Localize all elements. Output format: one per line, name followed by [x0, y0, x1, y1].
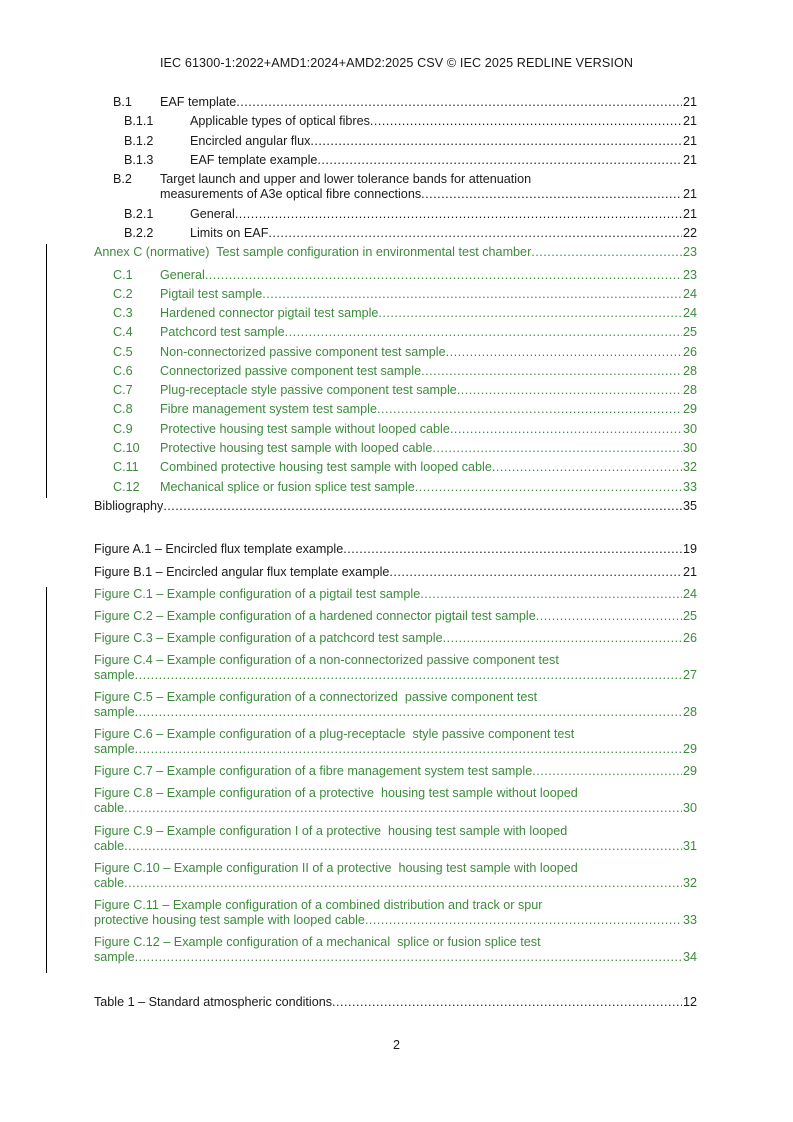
figure-page: 21 [682, 565, 697, 579]
figure-entry-c3[interactable] [94, 631, 697, 646]
figure-entry-c11[interactable] [94, 898, 697, 928]
toc-title: Annex C (normative) Test sample configuration in environmental test chamber [94, 245, 532, 259]
table-title: Table 1 – Standard atmospheric conditions [94, 995, 333, 1009]
figure-title-line2: sample [94, 705, 135, 719]
toc-page: 23 [682, 268, 697, 282]
figure-title-line1: Figure C.11 – Example configuration of a combined distribution and track or spur [94, 898, 543, 912]
toc-entry-bibliography[interactable] [94, 499, 697, 514]
figure-page: 29 [682, 742, 697, 756]
figure-entry-c1[interactable] [94, 587, 697, 602]
figure-title-line1: Figure C.10 – Example configuration II of a protective housing test sample with looped [94, 861, 578, 875]
figure-title-line2: sample [94, 742, 135, 756]
page-number: 2 [392, 1038, 400, 1052]
figure-title-line2: sample [94, 668, 135, 682]
toc-number: C.3 [113, 306, 133, 320]
toc-entry-c12[interactable] [113, 480, 697, 495]
dot-leader [285, 325, 682, 340]
toc-entry-c7[interactable] [113, 383, 697, 398]
figure-entry-c9[interactable] [94, 824, 697, 854]
dot-leader [415, 480, 682, 495]
toc-number: C.11 [113, 460, 139, 474]
figure-entry-c10[interactable] [94, 861, 697, 891]
toc-entry-c10[interactable] [113, 441, 697, 456]
toc-title-line1: Target launch and upper and lower tolerance bands for attenuation [160, 172, 532, 186]
figure-entry-c8[interactable] [94, 786, 697, 816]
toc-page: 21 [682, 187, 697, 201]
toc-entry-b2-2[interactable] [124, 226, 697, 241]
toc-entry-b2-1[interactable] [124, 207, 697, 222]
toc-entry-b1-2[interactable] [124, 134, 697, 149]
toc-number: B.1.2 [124, 134, 154, 148]
figure-page: 32 [682, 876, 697, 890]
toc-title: Bibliography [94, 499, 164, 513]
figure-title: Figure C.7 – Example configuration of a fibre management system test sample [94, 764, 533, 778]
toc-entry-c4[interactable] [113, 325, 697, 340]
toc-page: 21 [682, 114, 697, 128]
figure-title-line2: sample [94, 950, 135, 964]
dot-leader [268, 226, 682, 241]
dot-leader [332, 995, 682, 1010]
figure-page: 33 [682, 913, 697, 927]
dot-leader [124, 839, 682, 854]
dot-leader [421, 187, 682, 202]
dot-leader [389, 565, 682, 580]
figure-title-line2: cable [94, 801, 125, 815]
toc-page: 21 [682, 153, 697, 167]
toc-title: Pigtail test sample [160, 287, 263, 301]
dot-leader [370, 114, 682, 129]
toc-page: 30 [682, 422, 697, 436]
toc-page: 28 [682, 383, 697, 397]
dot-leader [236, 95, 682, 110]
toc-title: Encircled angular flux [190, 134, 311, 148]
toc-title: Mechanical splice or fusion splice test sample [160, 480, 415, 494]
toc-number: C.4 [113, 325, 133, 339]
toc-page: 28 [682, 364, 697, 378]
toc-page: 24 [682, 306, 697, 320]
toc-number: C.1 [113, 268, 133, 282]
figure-title-line2: protective housing test sample with looped cable [94, 913, 365, 927]
dot-leader [365, 913, 682, 928]
figure-title: Figure A.1 – Encircled flux template example [94, 542, 344, 556]
dot-leader [446, 345, 682, 360]
toc-title: General [160, 268, 205, 282]
toc-title-line2: measurements of A3e optical fibre connections [160, 187, 422, 201]
toc-page: 21 [682, 95, 697, 109]
figure-entry-c7[interactable] [94, 764, 697, 779]
toc-page: 29 [682, 402, 697, 416]
figure-title-line1: Figure C.12 – Example configuration of a mechanical splice or fusion splice test [94, 935, 541, 949]
toc-title: Applicable types of optical fibres [190, 114, 370, 128]
toc-page: 32 [682, 460, 697, 474]
figure-entry-c12[interactable] [94, 935, 697, 965]
toc-entry-c1[interactable] [113, 268, 697, 283]
toc-entry-c2[interactable] [113, 287, 697, 302]
toc-number: B.1 [113, 95, 132, 109]
toc-entry-c9[interactable] [113, 422, 697, 437]
dot-leader [377, 402, 682, 417]
change-bar-annex-c [46, 244, 47, 498]
toc-entry-b2[interactable] [113, 172, 697, 202]
toc-title: Combined protective housing test sample with looped cable [160, 460, 492, 474]
figure-entry-c2[interactable] [94, 609, 697, 624]
dot-leader [536, 609, 682, 624]
figure-entry-a1[interactable] [94, 542, 697, 557]
toc-page: 21 [682, 134, 697, 148]
toc-entry-c11[interactable] [113, 460, 697, 475]
toc-title: General [190, 207, 235, 221]
figure-page: 28 [682, 705, 697, 719]
toc-page: 33 [682, 480, 697, 494]
figure-page: 31 [682, 839, 697, 853]
toc-number: B.2.2 [124, 226, 154, 240]
toc-number: C.12 [113, 480, 140, 494]
table-entry-1[interactable] [94, 995, 697, 1010]
figure-title: Figure B.1 – Encircled angular flux template example [94, 565, 390, 579]
dot-leader [378, 306, 682, 321]
dot-leader [492, 460, 682, 475]
dot-leader [420, 587, 682, 602]
toc-title: EAF template [160, 95, 237, 109]
figure-entry-c5[interactable] [94, 690, 697, 720]
toc-entry-c3[interactable] [113, 306, 697, 321]
dot-leader [124, 876, 682, 891]
toc-title: Patchcord test sample [160, 325, 285, 339]
toc-number: C.9 [113, 422, 133, 436]
figure-title: Figure C.3 – Example configuration of a patchcord test sample [94, 631, 443, 645]
toc-number: C.5 [113, 345, 133, 359]
page-header: IEC 61300-1:2022+AMD1:2024+AMD2:2025 CSV © IEC 2025 REDLINE VERSION [159, 56, 634, 70]
toc-number: B.2.1 [124, 207, 154, 221]
toc-page: 21 [682, 207, 697, 221]
dot-leader [432, 441, 682, 456]
toc-entry-b1-3[interactable] [124, 153, 697, 168]
toc-number: C.8 [113, 402, 133, 416]
toc-title: Connectorized passive component test sample [160, 364, 422, 378]
toc-entry-b1-1[interactable] [124, 114, 697, 129]
toc-entry-c6[interactable] [113, 364, 697, 379]
figure-title-line1: Figure C.5 – Example configuration of a connectorized passive component test [94, 690, 538, 704]
dot-leader [343, 542, 682, 557]
dot-leader [531, 245, 682, 260]
toc-number: C.6 [113, 364, 133, 378]
table-page: 12 [682, 995, 697, 1009]
figure-title-line1: Figure C.4 – Example configuration of a non-connectorized passive component test [94, 653, 559, 667]
dot-leader [235, 207, 682, 222]
dot-leader [205, 268, 682, 283]
figure-title: Figure C.2 – Example configuration of a hardened connector pigtail test sample [94, 609, 536, 623]
toc-number: C.2 [113, 287, 133, 301]
toc-page: 26 [682, 345, 697, 359]
toc-number: B.2 [113, 172, 132, 186]
dot-leader [532, 764, 682, 779]
figure-title-line1: Figure C.6 – Example configuration of a plug-receptacle style passive component test [94, 727, 575, 741]
toc-number: C.10 [113, 441, 140, 455]
figure-entry-c4[interactable] [94, 653, 697, 683]
dot-leader [124, 801, 682, 816]
figure-title-line1: Figure C.9 – Example configuration I of a protective housing test sample with looped [94, 824, 568, 838]
dot-leader [135, 668, 682, 683]
toc-page: 22 [682, 226, 697, 240]
dot-leader [135, 742, 682, 757]
toc-title: Fibre management system test sample [160, 402, 377, 416]
dot-leader [163, 499, 682, 514]
figure-page: 25 [682, 609, 697, 623]
toc-title: Protective housing test sample without looped cable [160, 422, 450, 436]
toc-entry-b1[interactable] [113, 95, 697, 110]
toc-number: B.1.3 [124, 153, 154, 167]
figure-page: 26 [682, 631, 697, 645]
toc-title: Protective housing test sample with looped cable [160, 441, 433, 455]
figure-page: 34 [682, 950, 697, 964]
figure-page: 30 [682, 801, 697, 815]
figure-page: 24 [682, 587, 697, 601]
dot-leader [310, 134, 682, 149]
toc-page: 30 [682, 441, 697, 455]
toc-entry-c5[interactable] [113, 345, 697, 360]
toc-title: Non-connectorized passive component test sample [160, 345, 446, 359]
toc-page: 23 [682, 245, 697, 259]
figure-page: 29 [682, 764, 697, 778]
dot-leader [317, 153, 682, 168]
figure-page: 27 [682, 668, 697, 682]
toc-number: C.7 [113, 383, 133, 397]
dot-leader [135, 950, 682, 965]
toc-title: Limits on EAF [190, 226, 269, 240]
toc-page: 35 [682, 499, 697, 513]
figure-page: 19 [682, 542, 697, 556]
dot-leader [421, 364, 682, 379]
figure-title: Figure C.1 – Example configuration of a pigtail test sample [94, 587, 421, 601]
figure-title-line1: Figure C.8 – Example configuration of a protective housing test sample without looped [94, 786, 578, 800]
figure-entry-c6[interactable] [94, 727, 697, 757]
dot-leader [443, 631, 682, 646]
toc-title: Plug-receptacle style passive component test sample [160, 383, 457, 397]
toc-entry-annex-c[interactable] [94, 245, 697, 260]
toc-page: 24 [682, 287, 697, 301]
dot-leader [135, 705, 682, 720]
dot-leader [262, 287, 682, 302]
toc-title: EAF template example [190, 153, 318, 167]
toc-title: Hardened connector pigtail test sample [160, 306, 379, 320]
figure-title-line2: cable [94, 839, 125, 853]
toc-entry-c8[interactable] [113, 402, 697, 417]
dot-leader [457, 383, 682, 398]
dot-leader [450, 422, 682, 437]
toc-number: B.1.1 [124, 114, 154, 128]
figure-entry-b1[interactable] [94, 565, 697, 580]
change-bar-figures-c [46, 587, 47, 973]
figure-title-line2: cable [94, 876, 125, 890]
toc-page: 25 [682, 325, 697, 339]
